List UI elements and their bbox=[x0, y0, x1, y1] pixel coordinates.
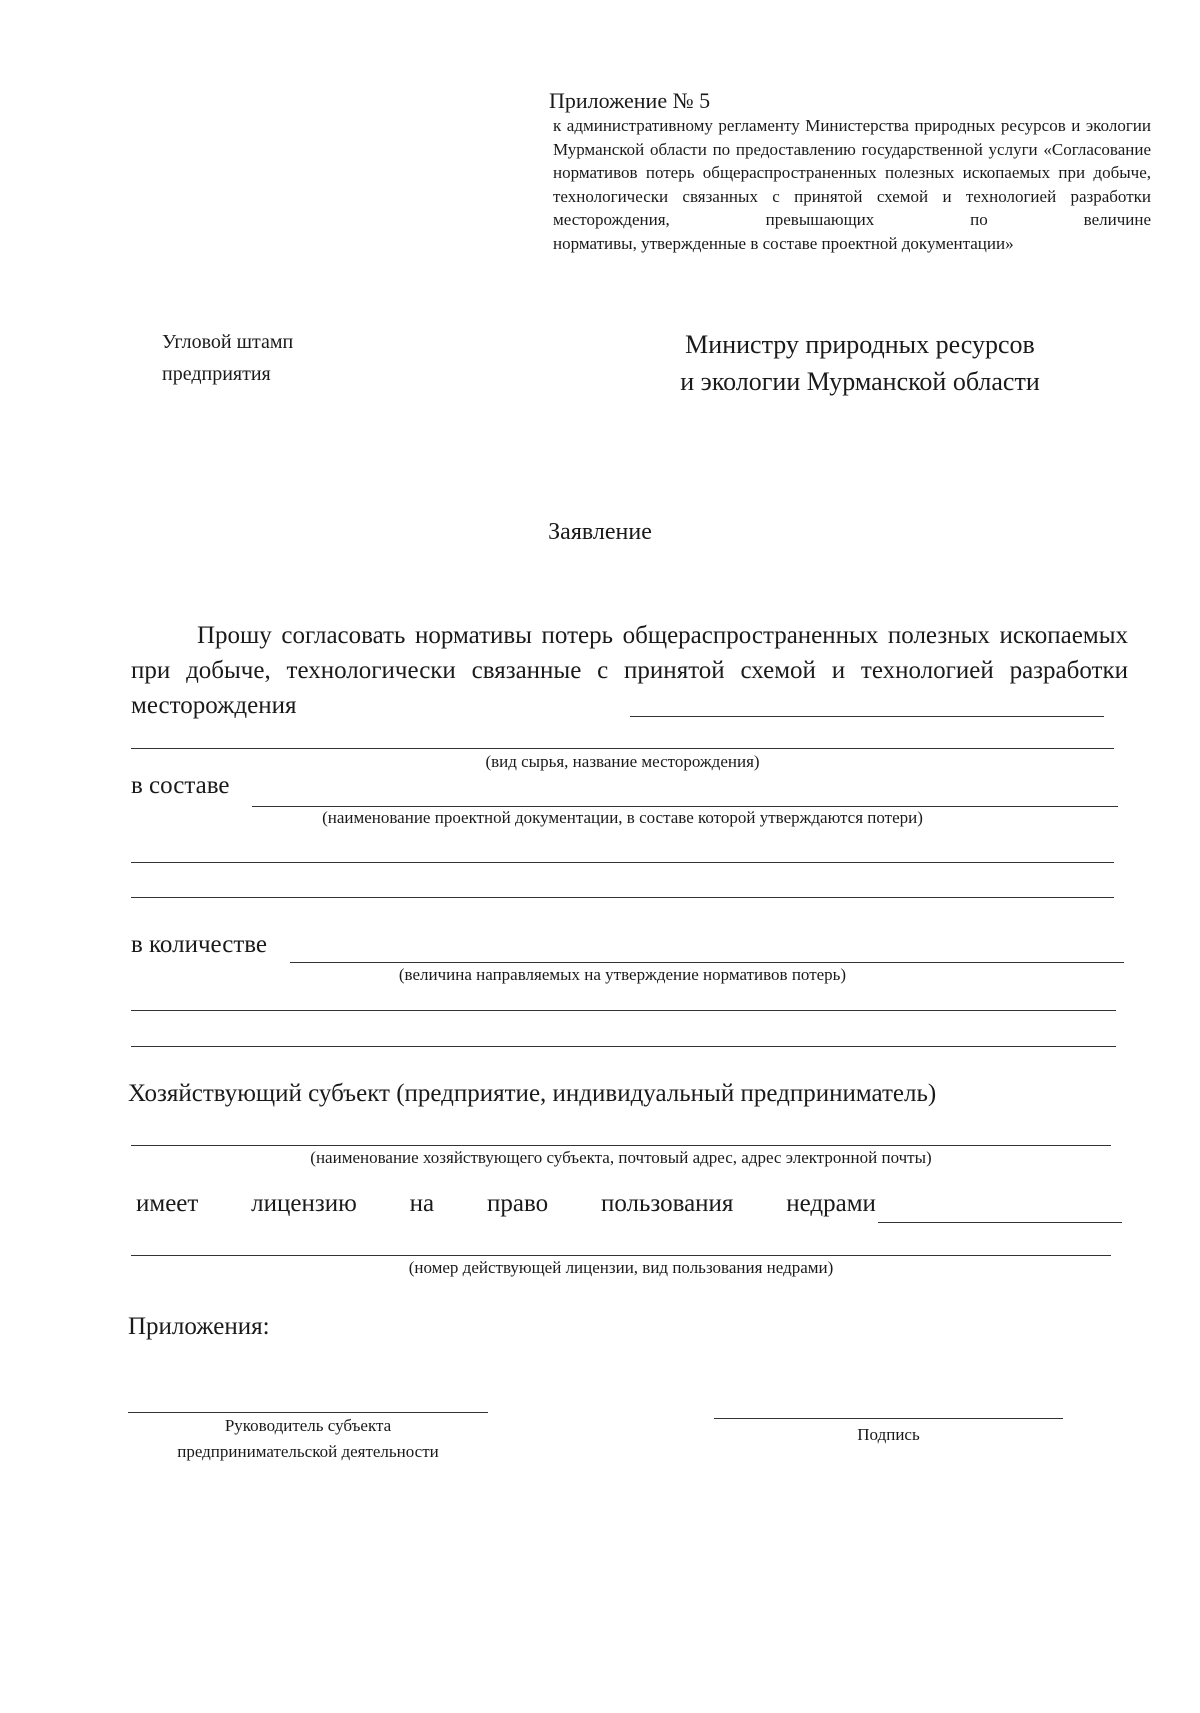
license-fill-line[interactable] bbox=[878, 1222, 1122, 1223]
attachments-label: Приложения: bbox=[128, 1313, 270, 1340]
head-caption-line-1: Руководитель субъекта bbox=[224, 1416, 392, 1435]
license-word-5: пользования bbox=[600, 1190, 734, 1217]
deposit-fill-line-1[interactable] bbox=[630, 716, 1104, 717]
quantity-fill-line[interactable] bbox=[290, 962, 1124, 963]
quantity-fill-line-3[interactable] bbox=[131, 1046, 1116, 1047]
quantity-label: в количестве bbox=[131, 931, 268, 958]
addressee bbox=[600, 326, 1120, 400]
document-heading: Заявление bbox=[548, 519, 652, 545]
addressee-line-2: и экологии Мурманской области bbox=[680, 367, 1040, 396]
addressee-line-1: Министру природных ресурсов bbox=[685, 330, 1035, 359]
deposit-caption: (вид сырья, название месторождения) bbox=[485, 752, 760, 771]
stamp-line-1: Угловой штамп bbox=[162, 331, 294, 353]
quantity-fill-line-2[interactable] bbox=[131, 1010, 1116, 1011]
request-text: Прошу согласовать нормативы потерь общераспространенных полезных ископаемых при добыче, технологически связанные с принятой схемой и технологией разработки месторождения bbox=[131, 622, 1128, 719]
stamp-line-2: предприятия bbox=[162, 363, 271, 385]
signature-line[interactable] bbox=[714, 1418, 1063, 1419]
entity-caption: (наименование хозяйствующего субъекта, почтовый адрес, адрес электронной почты) bbox=[310, 1148, 932, 1167]
license-word-4: право bbox=[486, 1190, 549, 1217]
request-paragraph bbox=[131, 618, 1128, 723]
entity-fill-line[interactable] bbox=[131, 1145, 1111, 1146]
appendix-title: Приложение № 5 bbox=[549, 88, 711, 113]
appendix-text bbox=[553, 114, 1151, 256]
signature-caption: Подпись bbox=[857, 1425, 920, 1444]
deposit-fill-line-2[interactable] bbox=[131, 748, 1114, 749]
composition-fill-line-2[interactable] bbox=[131, 862, 1114, 863]
license-word-6: недрами bbox=[786, 1190, 876, 1217]
corner-stamp-label bbox=[162, 326, 293, 390]
license-word-3: на bbox=[409, 1190, 435, 1217]
entity-label: Хозяйствующий субъект (предприятие, индивидуальный предприниматель) bbox=[128, 1080, 937, 1107]
quantity-caption: (величина направляемых на утверждение нормативов потерь) bbox=[398, 965, 847, 984]
license-phrase bbox=[136, 1190, 876, 1218]
license-fill-line-2[interactable] bbox=[131, 1255, 1111, 1256]
composition-caption: (наименование проектной документации, в составе которой утверждаются потери) bbox=[322, 808, 923, 827]
license-word-1: имеет bbox=[136, 1190, 199, 1217]
head-caption bbox=[128, 1413, 488, 1465]
license-caption: (номер действующей лицензии, вид пользования недрами) bbox=[408, 1258, 834, 1277]
composition-fill-line-3[interactable] bbox=[131, 897, 1114, 898]
license-word-2: лицензию bbox=[251, 1190, 357, 1217]
appendix-text-body: к административному регламенту Министерства природных ресурсов и экологии Мурманской области по предоставлению государственной услуги «Согласование нормативов потерь общераспространенных полезных ископаемых при добыче, технологически связанных с принятой схемой и технологией разработки месторождения, превышающих по величине bbox=[553, 116, 1151, 230]
composition-label: в составе bbox=[131, 772, 230, 799]
composition-fill-line[interactable] bbox=[252, 806, 1118, 807]
head-caption-line-2: предпринимательской деятельности bbox=[177, 1442, 439, 1461]
appendix-text-last-line: нормативы, утвержденные в составе проектной документации» bbox=[553, 233, 1014, 253]
